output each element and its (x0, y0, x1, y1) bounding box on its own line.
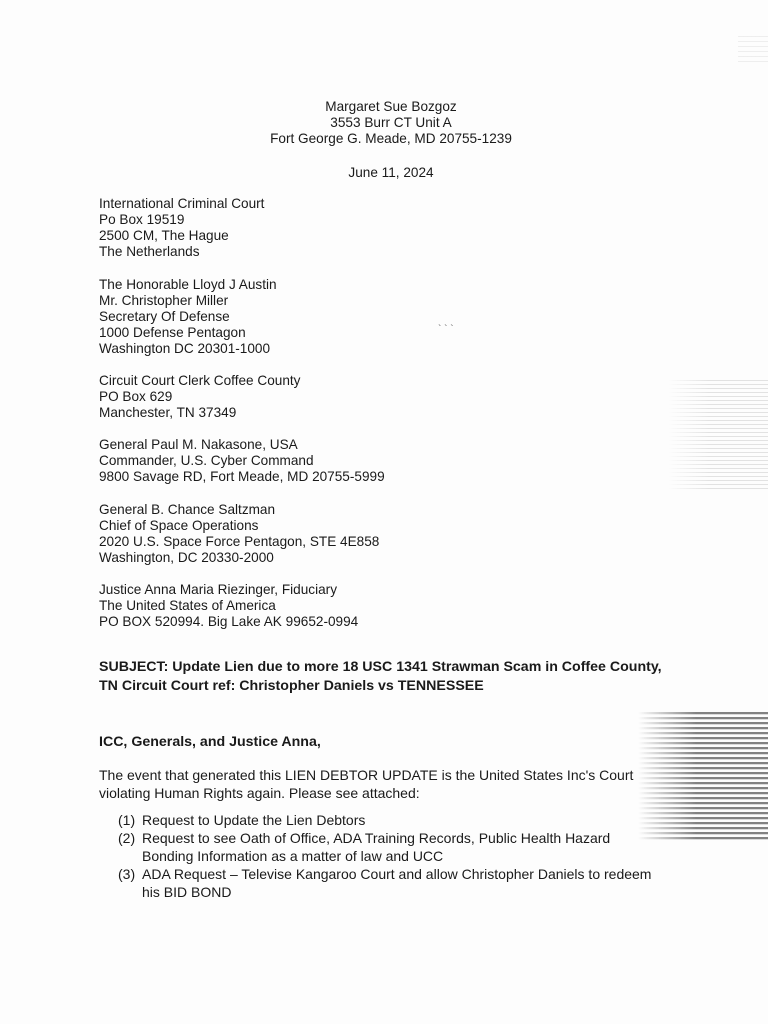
scan-mark: ` ` ` (438, 324, 454, 335)
body-paragraph: The event that generated this LIEN DEBTOR UPDATE is the United States Inc's Court violating Human Rights again. Please see attached: (99, 767, 634, 801)
address-line: Po Box 19519 (99, 212, 185, 227)
scan-artifact (738, 36, 768, 66)
sender-street: 3553 Burr CT Unit A (330, 115, 452, 130)
sender-address (0, 99, 768, 147)
recipient-address (99, 582, 358, 630)
list-item (118, 865, 658, 901)
address-line: 9800 Savage RD, Fort Meade, MD 20755-5999 (99, 469, 385, 484)
recipient-address (99, 502, 379, 566)
address-line: Manchester, TN 37349 (99, 405, 237, 420)
address-line: General B. Chance Saltzman (99, 502, 276, 517)
address-line: 2020 U.S. Space Force Pentagon, STE 4E858 (99, 534, 380, 549)
address-line: The Netherlands (99, 244, 200, 259)
list-item (118, 811, 658, 829)
recipient-address (99, 373, 300, 421)
recipient-address (99, 196, 264, 260)
address-line: 2500 CM, The Hague (99, 228, 229, 243)
scan-artifact (668, 380, 768, 490)
subject-line: SUBJECT: Update Lien due to more 18 USC 1341 Strawman Scam in Coffee County, TN Circuit Court ref: Christopher Daniels vs TENNESSEE (99, 659, 662, 694)
sender-city: Fort George G. Meade, MD 20755-1239 (270, 131, 512, 146)
address-line: Circuit Court Clerk Coffee County (99, 373, 301, 388)
address-line: General Paul M. Nakasone, USA (99, 437, 298, 452)
list-number: (2) (118, 830, 136, 846)
address-line: Justice Anna Maria Riezinger, Fiduciary (99, 582, 337, 597)
address-line: International Criminal Court (99, 196, 265, 211)
list-text: Request to see Oath of Office, ADA Training Records, Public Health Hazard Bonding Information as a matter of law and UCC (142, 830, 611, 864)
address-line: Washington, DC 20330-2000 (99, 550, 274, 565)
address-line: 1000 Defense Pentagon (99, 325, 246, 340)
address-line: PO BOX 520994. Big Lake AK 99652-0994 (99, 614, 359, 629)
address-line: The Honorable Lloyd J Austin (99, 277, 277, 292)
list-number: (1) (118, 812, 136, 828)
letter-date: June 11, 2024 (348, 165, 434, 180)
salutation: ICC, Generals, and Justice Anna, (99, 734, 321, 750)
list-item (118, 829, 658, 865)
address-line: PO Box 629 (99, 389, 173, 404)
list-text: ADA Request – Televise Kangaroo Court and allow Christopher Daniels to redeem his BID BOND (142, 866, 652, 900)
recipient-address (99, 437, 385, 485)
attachment-list (118, 811, 658, 901)
address-line: Commander, U.S. Cyber Command (99, 453, 314, 468)
address-line: Washington DC 20301-1000 (99, 341, 271, 356)
list-number: (3) (118, 866, 136, 882)
list-text: Request to Update the Lien Debtors (142, 812, 366, 828)
address-line: The United States of America (99, 598, 276, 613)
recipient-address (99, 277, 277, 357)
address-line: Chief of Space Operations (99, 518, 259, 533)
sender-name: Margaret Sue Bozgoz (325, 99, 457, 114)
address-line: Secretary Of Defense (99, 309, 230, 324)
address-line: Mr. Christopher Miller (99, 293, 229, 308)
